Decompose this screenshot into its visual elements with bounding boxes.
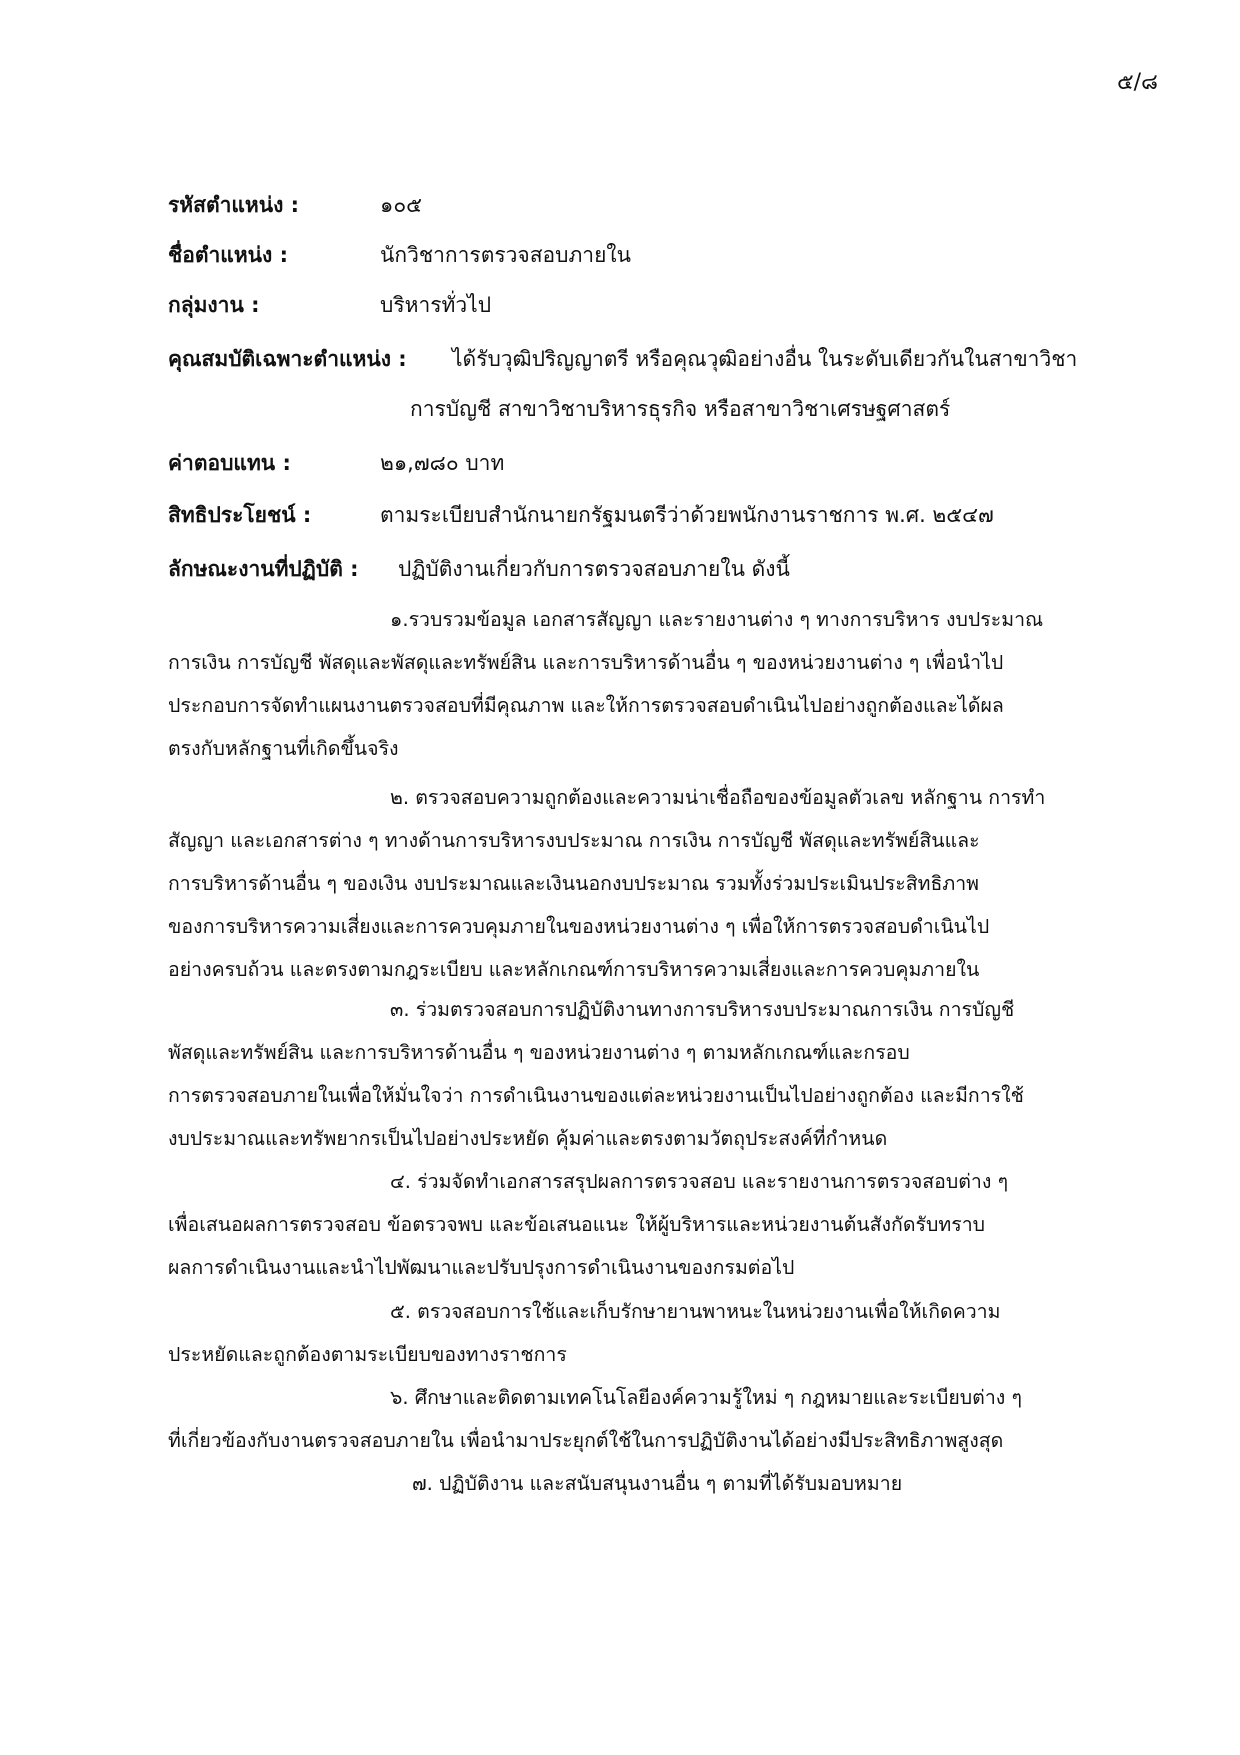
benefits-label: สิทธิประโยชน์ : [168,503,312,527]
duty-2-line-2: สัญญา และเอกสารต่าง ๆ ทางด้านการบริหารงบประมาณ การเงิน การบัญชี พัสดุและทรัพย์สินและ [168,829,980,852]
duty-5-line-2: ประหยัดและถูกต้องตามระเบียบของทางราชการ [168,1343,567,1366]
duty-item-5 [168,1290,1140,1376]
position-code-label: รหัสตำแหน่ง : [168,193,300,217]
duty-1-line-2: การเงิน การบัญชี พัสดุและพัสดุและทรัพย์สิน และการบริหารด้านอื่น ๆ ของหน่วยงานต่าง ๆ เพื่อนำไป [168,651,1004,674]
duty-1-line-1: ๑.รวบรวมข้อมูล เอกสารสัญญา และรายงานต่าง ๆ ทางการบริหาร งบประมาณ [390,608,1044,631]
position-code-value: ๑๐๕ [380,193,423,217]
work-group-row [168,290,492,320]
work-group-label: กลุ่มงาน : [168,293,260,317]
duty-item-7 [168,1462,1140,1505]
duties-row [168,554,790,584]
duty-6-line-2: ที่เกี่ยวข้องกับงานตรวจสอบภายใน เพื่อนำมาประยุกต์ใช้ในการปฏิบัติงานได้อย่างมีประสิทธิภาพสูงสุด [168,1429,1004,1452]
qualification-value-line2: การบัญชี สาขาวิชาบริหารธุรกิจ หรือสาขาวิชาเศรษฐศาสตร์ [410,397,951,421]
benefits-row [168,500,994,530]
duty-1-line-3: ประกอบการจัดทำแผนงานตรวจสอบที่มีคุณภาพ และให้การตรวจสอบดำเนินไปอย่างถูกต้องและได้ผล [168,694,1004,717]
duty-5-line-1: ๕. ตรวจสอบการใช้และเก็บรักษายานพาหนะในหน่วยงานเพื่อให้เกิดความ [390,1300,1001,1323]
duty-4-line-1: ๔. ร่วมจัดทำเอกสารสรุปผลการตรวจสอบ และรายงานการตรวจสอบต่าง ๆ [390,1170,1009,1193]
duty-3-line-3: การตรวจสอบภายในเพื่อให้มั่นใจว่า การดำเนินงานของแต่ละหน่วยงานเป็นไปอย่างถูกต้อง และมีการใช้ [168,1084,1024,1107]
position-name-value: นักวิชาการตรวจสอบภายใน [380,243,632,267]
work-group-value: บริหารทั่วไป [380,293,492,317]
duty-3-line-4: งบประมาณและทรัพยากรเป็นไปอย่างประหยัด คุ้มค่าและตรงตามวัตถุประสงค์ที่กำหนด [168,1127,888,1150]
salary-row [168,448,505,478]
duty-4-line-3: ผลการดำเนินงานและนำไปพัฒนาและปรับปรุงการดำเนินงานของกรมต่อไป [168,1256,795,1279]
salary-value: ๒๑,๗๘๐ บาท [380,451,505,475]
duty-item-1 [168,598,1140,770]
duty-1-line-4: ตรงกับหลักฐานที่เกิดขึ้นจริง [168,737,399,760]
duties-value: ปฏิบัติงานเกี่ยวกับการตรวจสอบภายใน ดังนี้ [398,557,790,581]
duty-item-6 [168,1376,1140,1462]
duty-2-line-1: ๒. ตรวจสอบความถูกต้องและความน่าเชื่อถือของข้อมูลตัวเลข หลักฐาน การทำ [390,786,1046,809]
position-name-row [168,240,632,270]
qualification-label: คุณสมบัติเฉพาะตำแหน่ง : [168,347,407,371]
duty-7-line-1: ๗. ปฏิบัติงาน และสนับสนุนงานอื่น ๆ ตามที่ได้รับมอบหมาย [412,1472,903,1495]
duty-3-line-2: พัสดุและทรัพย์สิน และการบริหารด้านอื่น ๆ ของหน่วยงานต่าง ๆ ตามหลักเกณฑ์และกรอบ [168,1041,910,1064]
position-code-row [168,190,423,220]
duty-item-4 [168,1160,1140,1289]
salary-label: ค่าตอบแทน : [168,451,291,475]
qualification-row [168,344,1078,421]
duty-4-line-2: เพื่อเสนอผลการตรวจสอบ ข้อตรวจพบ และข้อเสนอแนะ ให้ผู้บริหารและหน่วยงานต้นสังกัดรับทราบ [168,1213,986,1236]
duty-3-line-1: ๓. ร่วมตรวจสอบการปฏิบัติงานทางการบริหารงบประมาณการเงิน การบัญชี [390,998,1015,1021]
duties-label: ลักษณะงานที่ปฏิบัติ : [168,557,359,581]
duty-2-line-5: อย่างครบถ้วน และตรงตามกฎระเบียบ และหลักเกณฑ์การบริหารความเสี่ยงและการควบคุมภายใน [168,958,980,981]
duty-item-3 [168,988,1140,1160]
qualification-value-line1: ได้รับวุฒิปริญญาตรี หรือคุณวุฒิอย่างอื่น ในระดับเดียวกันในสาขาวิชา [452,347,1078,371]
duty-2-line-4: ของการบริหารความเสี่ยงและการควบคุมภายในของหน่วยงานต่าง ๆ เพื่อให้การตรวจสอบดำเนินไป [168,915,990,938]
duty-item-2 [168,776,1140,991]
duty-2-line-3: การบริหารด้านอื่น ๆ ของเงิน งบประมาณและเงินนอกงบประมาณ รวมทั้งร่วมประเมินประสิทธิภาพ [168,872,980,895]
page-number: ๕/๘ [1116,70,1158,95]
benefits-value: ตามระเบียบสำนักนายกรัฐมนตรีว่าด้วยพนักงานราชการ พ.ศ. ๒๕๔๗ [380,503,994,527]
duty-6-line-1: ๖. ศึกษาและติดตามเทคโนโลยีองค์ความรู้ใหม่ ๆ กฎหมายและระเบียบต่าง ๆ [390,1386,1022,1409]
position-name-label: ชื่อตำแหน่ง : [168,243,288,267]
